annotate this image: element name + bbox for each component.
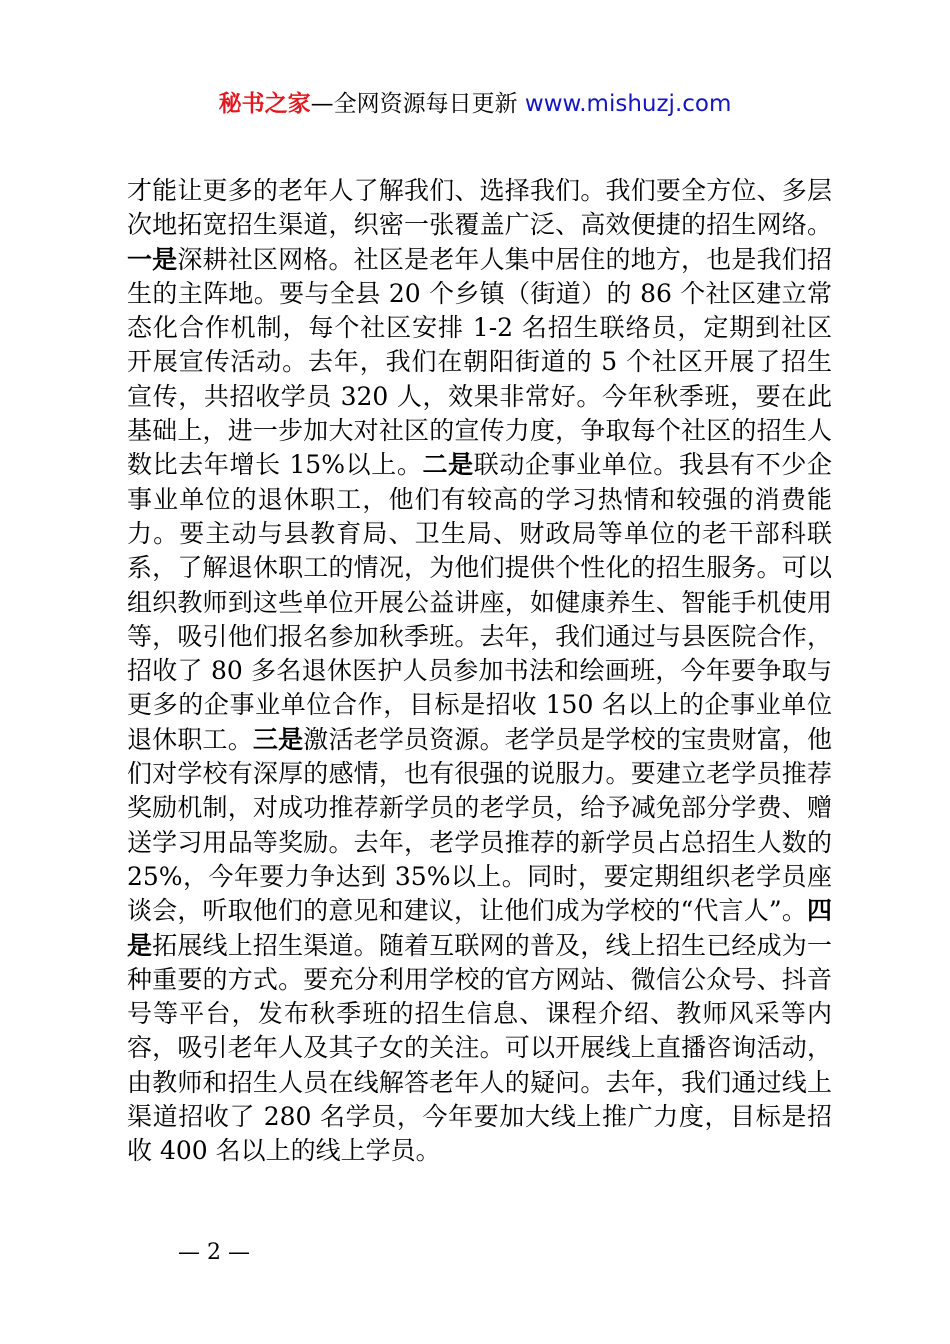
paragraph-sentence: 深耕社区网格。社区是老年人集中居住的地方，也是我们招生的主阵地。要与全县 20 个乡镇（街道）的 86 个社区建立常态化合作机制，每个社区安排 1-2 名招生联络员，定期到社区开展宣传活动。去年，我们在朝阳街道的 5 个社区开展了招生宣传，共招收学员 320 人，效果非常好。今年秋季班，要在此基础上，进一步加大对社区的宣传力度，争取每个社区的招生人数比去年增长 15%以上。 [127, 244, 832, 480]
point-one-keyword: 一是 [127, 244, 178, 274]
paragraph-sentence: 激活老学员资源。老学员是学校的宝贵财富，他们对学校有深厚的感情，也有很强的说服力。要建立老学员推荐奖励机制，对成功推荐新学员的老学员，给予减免部分学费、赠送学习用品等奖励。去年，老学员推荐的新学员占总招生人数的 25%，今年要力争达到 35%以上。同时，要定期组织老学员座谈会，听取他们的意见和建议，让他们成为学校的“代言人”。 [127, 724, 832, 926]
paragraph-sentence: 才能让更多的老年人了解我们、选择我们。我们要全方位、多层次地拓宽招生渠道，织密一张覆盖广泛、高效便捷的招生网络。 [127, 176, 832, 240]
website-url[interactable]: www.mishuzj.com [524, 91, 732, 117]
header-tagline: —全网资源每日更新 [310, 91, 518, 117]
site-header [0, 86, 950, 122]
paragraph-sentence: 联动企事业单位。我县有不少企事业单位的退休职工，他们有较高的学习热情和较强的消费能力。要主动与县教育局、卫生局、财政局等单位的老干部科联系，了解退休职工的情况，为他们提供个性化的招生服务。可以组织教师到这些单位开展公益讲座，如健康养生、智能手机使用等，吸引他们报名参加秋季班。去年，我们通过与县医院合作，招收了 80 多名退休医护人员参加书法和绘画班，今年要争取与更多的企事业单位合作，目标是招收 150 名以上的企事业单位退休职工。 [127, 450, 832, 754]
page-number: — 2 — [178, 1240, 250, 1265]
point-two-keyword: 二是 [422, 450, 474, 480]
body-paragraph [127, 174, 832, 1169]
paragraph-sentence: 拓展线上招生渠道。随着互联网的普及，线上招生已经成为一种重要的方式。要充分利用学校的官方网站、微信公众号、抖音号等平台，发布秋季班的招生信息、课程介绍、教师风采等内容，吸引老年人及其子女的关注。可以开展线上直播咨询活动，由教师和招生人员在线解答老年人的疑问。去年，我们通过线上渠道招收了 280 名学员，今年要加大线上推广力度，目标是招收 400 名以上的线上学员。 [127, 930, 832, 1166]
point-four-keyword: 四是 [127, 896, 832, 960]
brand-name: 秘书之家 [218, 91, 311, 117]
point-three-keyword: 三是 [252, 724, 304, 754]
